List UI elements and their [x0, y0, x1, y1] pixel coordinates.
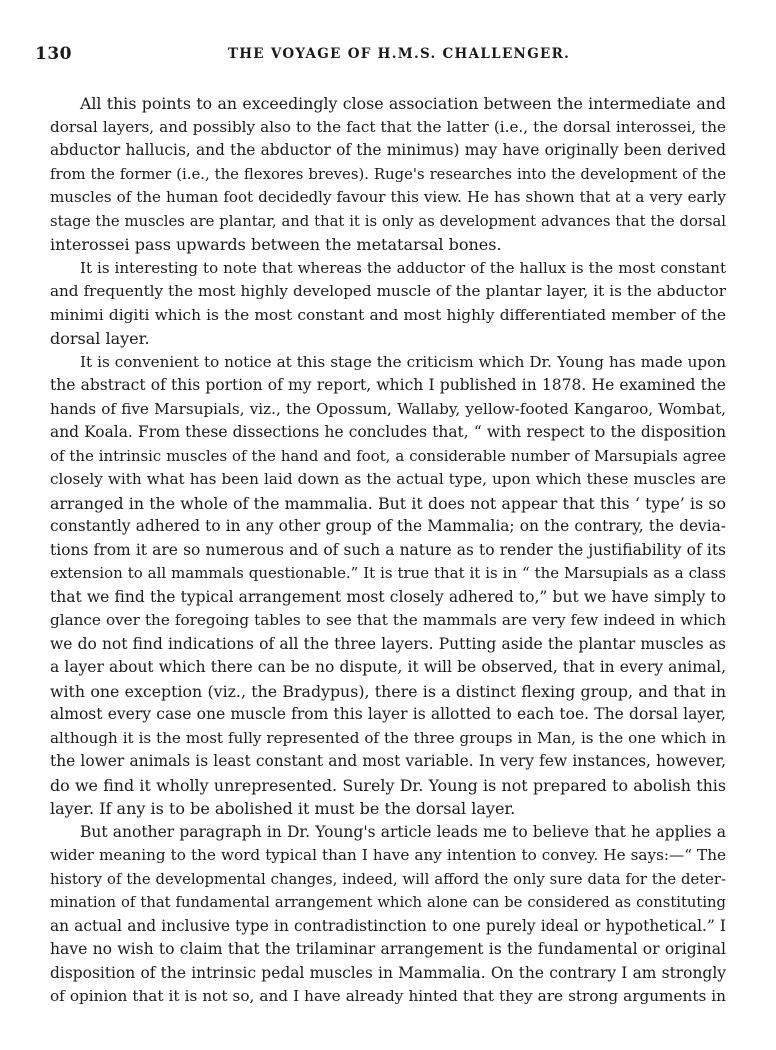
text-line: disposition of the intrinsic pedal muscles in Mammalia. On the contrary I am strongly	[50, 963, 726, 982]
text-line: stage the muscles are plantar, and that it is only as development advances that the dorsal	[50, 212, 726, 230]
text-line: from the former (i.e., the flexores breves). Ruge's researches into the development of the	[50, 165, 726, 183]
text-line: It is convenient to notice at this stage the criticism which Dr. Young has made upon	[80, 352, 726, 371]
text-line: the abstract of this portion of my report, which I published in 1878. He examined the	[50, 376, 726, 394]
paragraph-1	[50, 92, 726, 257]
text-line: dorsal layer.	[50, 329, 150, 348]
text-line: All this points to an exceedingly close association between the intermediate and	[80, 94, 726, 113]
text-line: But another paragraph in Dr. Young's article leads me to believe that he applies a	[80, 822, 726, 841]
text-line: mination of that fundamental arrangement which alone can be considered as constituting	[50, 894, 726, 911]
page-header	[35, 44, 723, 68]
text-line: hands of five Marsupials, viz., the Opossum, Wallaby, yellow-footed Kangaroo, Wombat,	[50, 399, 726, 418]
text-line: a layer about which there can be no dispute, it will be observed, that in every animal,	[50, 658, 726, 676]
page-number: 130	[35, 44, 72, 64]
text-line: do we find it wholly unrepresented. Surely Dr. Young is not prepared to abolish this	[50, 775, 726, 795]
text-line: extension to all mammals questionable.” It is true that it is in “ the Marsupials as a class	[50, 564, 726, 582]
text-line: of opinion that it is not so, and I have already hinted that they are strong arguments in	[50, 987, 726, 1005]
paragraph-4	[50, 821, 726, 1009]
text-line: It is interesting to note that whereas the adductor of the hallux is the most constant	[80, 258, 726, 277]
text-line: dorsal layers, and possibly also to the fact that the latter (i.e., the dorsal interossei, the	[50, 117, 726, 136]
running-title: THE VOYAGE OF H.M.S. CHALLENGER.	[227, 46, 571, 62]
text-line: of the intrinsic muscles of the hand and foot, a considerable number of Marsupials agree	[50, 446, 726, 465]
text-line: although it is the most fully represented of the three groups in Man, is the one which in	[50, 728, 726, 747]
text-line: layer. If any is to be abolished it must be the dorsal layer.	[50, 799, 516, 818]
text-line: that we find the typical arrangement most closely adhered to,” but we have simply to	[50, 587, 726, 606]
text-line: interossei pass upwards between the metatarsal bones.	[50, 235, 502, 254]
text-line: almost every case one muscle from this layer is allotted to each toe. The dorsal layer,	[50, 705, 726, 723]
body-text	[50, 92, 726, 1009]
paragraph-3	[50, 351, 726, 821]
text-line: history of the developmental changes, indeed, will afford the only sure data for the deter-	[50, 870, 726, 888]
text-line: have no wish to claim that the trilaminar arrangement is the fundamental or original	[50, 940, 726, 958]
text-line: and Koala. From these dissections he concludes that, “ with respect to the disposition	[50, 423, 726, 441]
paragraph-2	[50, 257, 726, 351]
text-line: arranged in the whole of the mammalia. But it does not appear that this ‘ type’ is so	[50, 493, 726, 513]
text-line: the lower animals is least constant and most variable. In very few instances, however,	[50, 752, 726, 770]
text-line: with one exception (viz., the Bradypus), there is a distinct flexing group, and that in	[50, 681, 726, 701]
text-line: closely with what has been laid down as the actual type, upon which these muscles are	[50, 470, 726, 488]
text-line: we do not find indications of all the three layers. Putting aside the plantar muscles as	[50, 634, 726, 653]
text-line: minimi digiti which is the most constant and most highly differentiated member of the	[50, 305, 726, 324]
text-line: muscles of the human foot decidedly favour this view. He has shown that at a very early	[50, 188, 726, 206]
text-line: wider meaning to the word typical than I have any intention to convey. He says:—“ The	[50, 846, 726, 864]
text-line: constantly adhered to in any other group of the Mammalia; on the contrary, the devia-	[50, 517, 726, 535]
text-line: glance over the foregoing tables to see that the mammals are very few indeed in which	[50, 611, 726, 629]
text-line: an actual and inclusive type in contradistinction to one purely ideal or hypothetical.” I	[50, 916, 726, 935]
text-line: and frequently the most highly developed muscle of the plantar layer, it is the abductor	[50, 282, 726, 300]
text-line: abductor hallucis, and the abductor of the minimus) may have originally been derived	[50, 141, 726, 159]
text-line: tions from it are so numerous and of such a nature as to render the justifiability of its	[50, 540, 726, 559]
